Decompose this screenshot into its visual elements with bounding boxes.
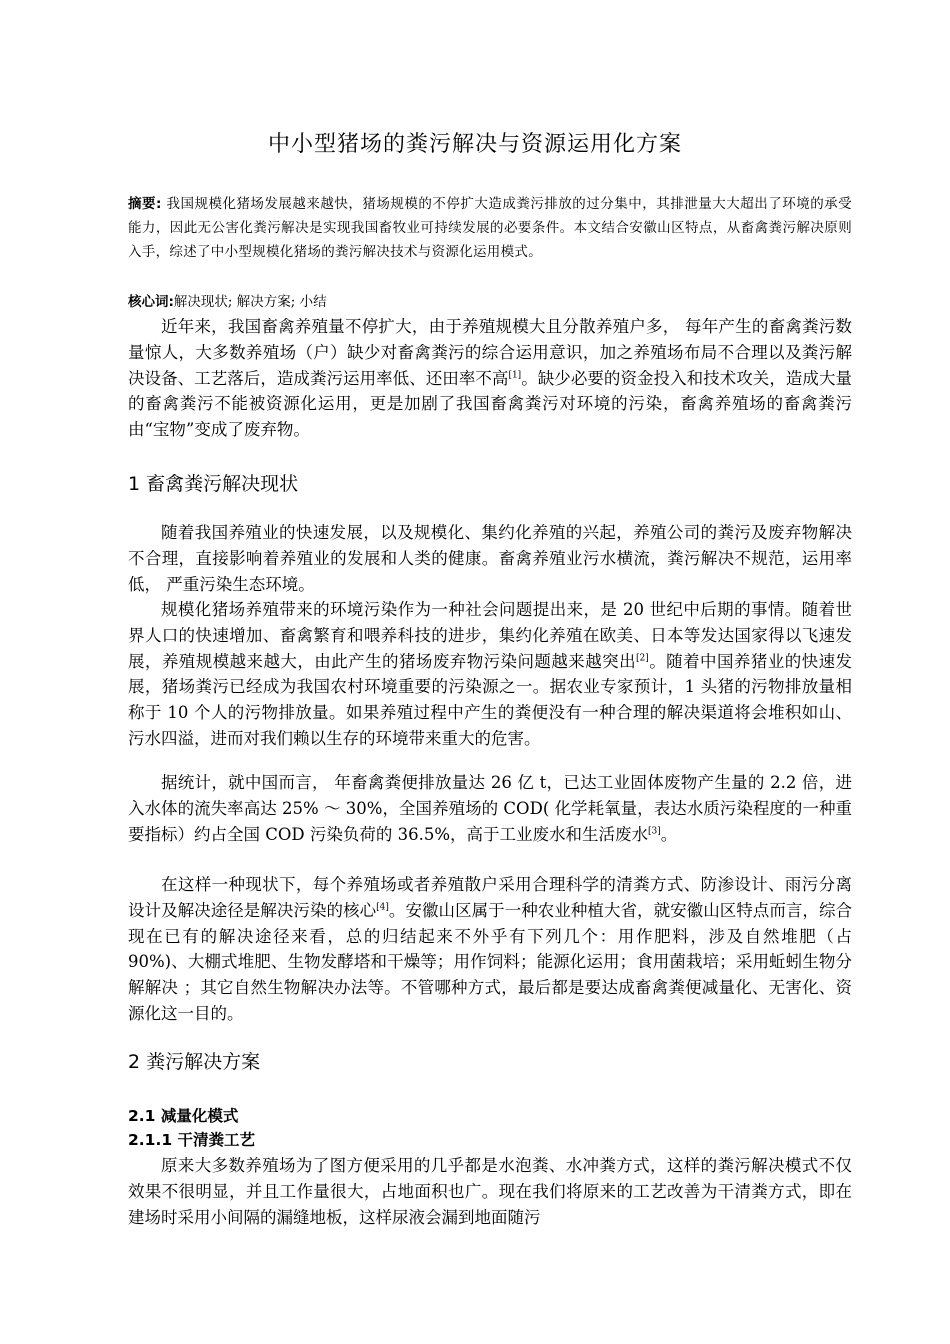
citation: [1]	[508, 370, 522, 381]
abstract-label: 摘要:	[128, 196, 162, 212]
citation: [2]	[636, 653, 649, 664]
document-title: 中小型猪场的粪污解决与资源运用化方案	[267, 132, 682, 157]
abstract	[128, 192, 852, 264]
section211-paragraph-1: 原来大多数养殖场为了图方便采用的几乎都是水泡粪、水冲粪方式，这样的粪污解决模式不仅效果不很明显，并且工作量很大，占地面积也广。现在我们将原来的工艺改善为干清粪方式，即在建场时采用小间隔的漏缝地板，这样尿液会漏到地面随污	[128, 1156, 852, 1227]
subsection-heading-2-1-1: 2.1.1 干清粪工艺	[128, 1131, 256, 1149]
subsection-heading-2-1: 2.1 减量化模式	[128, 1107, 239, 1125]
citation: [3]	[648, 826, 661, 837]
intro-paragraph: 近年来，我国畜禽养殖量不停扩大，由于养殖规模大且分散养殖户多， 每年产生的畜禽粪污数量惊人，大多数养殖场（户）缺少对畜禽粪污的综合运用意识，加之养殖场布局不合理以及粪污解决设备、工艺落后，造成粪污运用率低、还田率不高[1]。缺少必要的资金投入和技术攻关，造成大量的畜禽粪污不能被资源化运用，更是加剧了我国畜禽粪污对环境的污染，畜禽养殖场的畜禽粪污由“宝物”变成了废弃物。	[128, 317, 853, 440]
section1-paragraph-4: 在这样一种现状下，每个养殖场或者养殖散户采用合理科学的清粪方式、防渗设计、雨污分离设计及解决途径是解决污染的核心[4]。安徽山区属于一种农业种植大省，就安徽山区特点而言，综合现在已有的解决途径来看，总的归结起来不外乎有下列几个：用作肥料，涉及自然堆肥（占 90%)、大棚式堆肥、生物发酵塔和干燥等；用作饲料；能源化运用；食用菌栽培；采用蚯蚓生物分解解决 ；其它自然生物解决办法等。不管哪种方式，最后都是要达成畜禽粪便减量化、无害化、资源化这一目的。	[128, 875, 853, 1023]
keywords	[128, 291, 852, 313]
section1-paragraph-3: 据统计，就中国而言， 年畜禽粪便排放量达 26 亿 t，已达工业固体废物产生量的 2.2 倍，进入水体的流失率高达 25% ～ 30%，全国养殖场的 COD( 化学耗氧量，表达水质污染程度的一种重要指标）约占全国 COD 污染负荷的 36.5%，高于工业废水和生活废水[3]。	[128, 773, 852, 844]
citation: [4]	[376, 902, 389, 913]
section1-paragraph-2: 规模化猪场养殖带来的环境污染作为一种社会问题提出来，是 20 世纪中后期的事情。随着世界人口的快速增加、畜禽繁育和喂养科技的进步，集约化养殖在欧美、日本等发达国家得以飞速发展，养殖规模越来越大，由此产生的猪场废弃物污染问题越来越突出[2]。随着中国养猪业的快速发展，猪场粪污已经成为我国农村环境重要的污染源之一。据农业专家预计，1 头猪的污物排放量相称于 10 个人的污物排放量。如果养殖过程中产生的粪便没有一种合理的解决渠道将会堆积如山、污水四溢，进而对我们赖以生存的环境带来重大的危害。	[128, 600, 853, 748]
section-heading-2: 2 粪污解决方案	[128, 1051, 261, 1073]
keywords-text: 解决现状; 解决方案; 小结	[173, 294, 327, 310]
section-heading-1: 1 畜禽粪污解决现状	[128, 473, 299, 495]
abstract-text: 我国规模化猪场发展越来越快，猪场规模的不停扩大造成粪污排放的过分集中，其排泄量大大超出了环境的承受能力，因此无公害化粪污解决是实现我国畜牧业可持续发展的必要条件。本文结合安徽山区特点，从畜禽粪污解决原则入手，综述了中小型规模化猪场的粪污解决技术与资源化运用模式。	[128, 196, 852, 260]
section1-paragraph-1: 随着我国养殖业的快速发展，以及规模化、集约化养殖的兴起，养殖公司的粪污及废弃物解决不合理，直接影响着养殖业的发展和人类的健康。畜禽养殖业污水横流，粪污解决不规范，运用率低， 严重污染生态环境。	[128, 523, 852, 594]
keywords-label: 核心词:	[128, 294, 174, 310]
